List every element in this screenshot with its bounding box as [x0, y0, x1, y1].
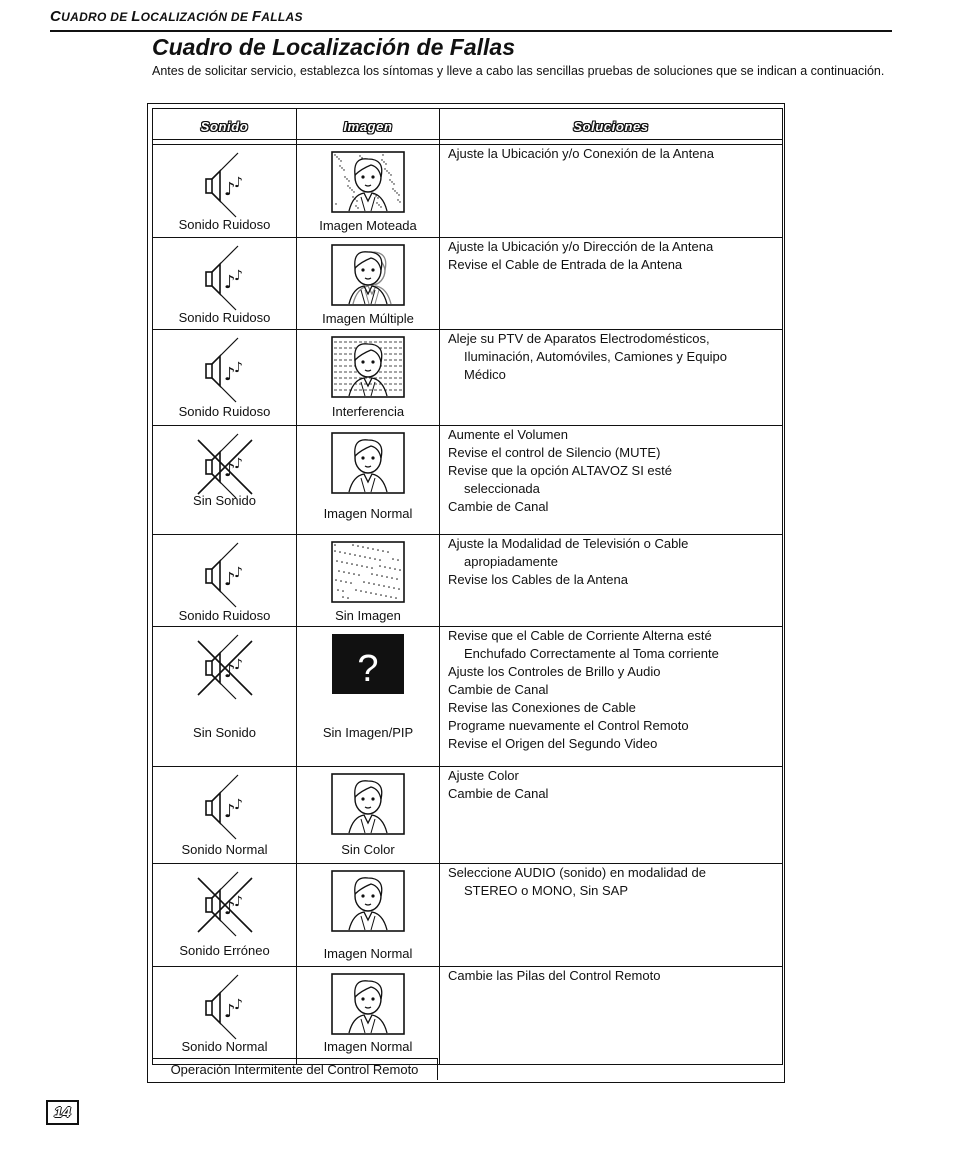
ghost-image-icon — [331, 244, 405, 306]
image-label: Sin Imagen/PIP — [322, 725, 414, 740]
solution-line: Revise el control de Silencio (MUTE) — [448, 445, 661, 460]
svg-text:♪: ♪ — [223, 179, 235, 200]
svg-text:♪: ♪ — [223, 898, 235, 919]
solution-line: Ajuste los Controles de Brillo y Audio — [448, 664, 661, 679]
svg-text:♪: ♪ — [223, 661, 235, 682]
solutions-cell — [440, 627, 783, 767]
image-symbol — [297, 773, 439, 843]
image-symbol — [297, 633, 439, 703]
solution-line: Seleccione AUDIO (sonido) en modalidad de — [448, 865, 706, 880]
table-row — [153, 238, 783, 330]
sound-symbol — [153, 541, 296, 611]
speaker-noise-icon — [190, 244, 260, 314]
sound-cell — [153, 864, 297, 967]
solutions-cell — [440, 426, 783, 535]
image-symbol — [297, 151, 439, 221]
speaker-muted-icon — [190, 870, 260, 940]
speaker-noise-icon — [190, 151, 260, 221]
page-number: 14 — [46, 1100, 79, 1125]
image-cell — [297, 627, 440, 767]
image-cell — [297, 767, 440, 864]
column-header-sound: Sonido — [153, 109, 297, 140]
image-symbol — [297, 541, 439, 611]
table-row — [153, 767, 783, 864]
solution-line: STEREO o MONO, Sin SAP — [464, 883, 628, 898]
solution-line: Ajuste la Ubicación y/o Conexión de la Antena — [448, 146, 714, 161]
svg-text:♪: ♪ — [233, 657, 243, 673]
solution-line: Revise el Cable de Entrada de la Antena — [448, 257, 683, 272]
sound-cell — [153, 426, 297, 535]
svg-text:♪: ♪ — [223, 272, 235, 293]
image-cell — [297, 426, 440, 535]
solution-line: Revise los Cables de la Antena — [448, 572, 628, 587]
sound-cell — [153, 967, 297, 1065]
sound-symbol — [153, 633, 296, 703]
table-row — [153, 426, 783, 535]
sound-label: Sonido Normal — [181, 842, 268, 857]
speaker-noise-icon — [190, 541, 260, 611]
table-header-row — [153, 109, 783, 140]
sound-symbol — [153, 870, 296, 940]
speaker-muted-icon — [190, 432, 260, 502]
image-label: Sin Color — [341, 842, 395, 857]
table-row — [153, 535, 783, 627]
image-symbol — [297, 336, 439, 406]
solution-line: Iluminación, Automóviles, Camiones y Equipo — [464, 349, 728, 364]
sound-label: Sin Sonido — [193, 493, 256, 508]
svg-text:♪: ♪ — [233, 797, 243, 813]
table-row — [153, 864, 783, 967]
running-header: CUADRO DE LOCALIZACIÓN DE FALLAS — [50, 8, 303, 25]
table-row — [153, 145, 783, 238]
solutions-cell — [440, 864, 783, 967]
troubleshooting-table — [152, 108, 783, 1065]
solution-line: Revise las Conexiones de Cable — [448, 700, 636, 715]
snow-image-icon — [331, 541, 405, 603]
footer-note: Operación Intermitente del Control Remoto — [152, 1058, 438, 1080]
table-row — [153, 330, 783, 426]
solutions-cell — [440, 967, 783, 1065]
solution-line: Médico — [464, 367, 506, 382]
solutions-cell — [440, 238, 783, 330]
solutions-cell — [440, 535, 783, 627]
solution-line: Cambie de Canal — [448, 786, 549, 801]
image-cell — [297, 967, 440, 1065]
image-cell — [297, 535, 440, 627]
svg-text:♪: ♪ — [223, 364, 235, 385]
sound-cell — [153, 330, 297, 426]
svg-text:♪: ♪ — [223, 801, 235, 822]
image-symbol — [297, 432, 439, 502]
image-symbol — [297, 973, 439, 1043]
solution-line: Ajuste la Ubicación y/o Dirección de la Antena — [448, 239, 714, 254]
solution-line: Cambie de Canal — [448, 682, 549, 697]
image-label: Imagen Múltiple — [322, 311, 414, 326]
solution-line: Cambie las Pilas del Control Remoto — [448, 968, 661, 983]
solution-line: Aumente el Volumen — [448, 427, 568, 442]
image-symbol — [297, 244, 439, 314]
sound-cell — [153, 767, 297, 864]
header-rule — [50, 30, 892, 32]
svg-text:?: ? — [357, 648, 379, 690]
sound-cell — [153, 627, 297, 767]
solution-line: Programe nuevamente el Control Remoto — [448, 718, 689, 733]
interference-image-icon — [331, 336, 405, 398]
intro-paragraph: Antes de solicitar servicio, establezca los síntomas y lleve a cabo las sencillas pruebas de soluciones que se indican a continuación. — [152, 64, 885, 78]
solution-line: Revise el Origen del Segundo Video — [448, 736, 658, 751]
image-label: Sin Imagen — [335, 608, 401, 623]
normal-image-icon — [331, 773, 405, 835]
solution-line: Revise que la opción ALTAVOZ SI esté — [448, 463, 673, 478]
solution-line: seleccionada — [464, 481, 540, 496]
column-header-solutions: Soluciones — [440, 109, 783, 140]
image-label: Imagen Normal — [323, 1039, 413, 1054]
sound-label: Sonido Ruidoso — [178, 310, 271, 325]
sound-label: Sonido Normal — [181, 1039, 268, 1054]
image-cell — [297, 330, 440, 426]
sound-cell — [153, 535, 297, 627]
svg-text:♪: ♪ — [223, 460, 235, 481]
sound-cell — [153, 145, 297, 238]
table-row — [153, 967, 783, 1065]
solutions-cell — [440, 145, 783, 238]
column-header-image: Imagen — [297, 109, 440, 140]
speaker-muted-icon — [190, 633, 260, 703]
sound-symbol — [153, 244, 296, 314]
sound-label: Sin Sonido — [193, 725, 256, 740]
solution-line: Cambie de Canal — [448, 499, 549, 514]
image-label: Interferencia — [331, 404, 405, 419]
svg-text:♪: ♪ — [233, 268, 243, 284]
svg-text:♪: ♪ — [233, 456, 243, 472]
svg-text:♪: ♪ — [233, 894, 243, 910]
speaker-noise-icon — [190, 773, 260, 843]
sound-symbol — [153, 432, 296, 502]
normal-image-icon — [331, 870, 405, 932]
sound-label: Sonido Ruidoso — [178, 608, 271, 623]
sound-symbol — [153, 773, 296, 843]
solution-line: Enchufado Correctamente al Toma corriente — [464, 646, 719, 661]
question-image-icon — [331, 633, 405, 695]
solution-line: Aleje su PTV de Aparatos Electrodomésticos, — [448, 331, 710, 346]
image-cell — [297, 238, 440, 330]
sound-label: Sonido Ruidoso — [178, 217, 271, 232]
image-symbol — [297, 870, 439, 940]
svg-text:♪: ♪ — [233, 175, 243, 191]
solution-line: Ajuste Color — [448, 768, 519, 783]
sound-label: Sonido Erróneo — [179, 943, 270, 958]
solution-line: apropiadamente — [464, 554, 558, 569]
solution-line: Ajuste la Modalidad de Televisión o Cable — [448, 536, 689, 551]
image-cell — [297, 145, 440, 238]
normal-image-icon — [331, 432, 405, 494]
svg-text:♪: ♪ — [233, 360, 243, 376]
sound-symbol — [153, 151, 296, 221]
sound-symbol — [153, 336, 296, 406]
svg-text:♪: ♪ — [233, 997, 243, 1013]
solutions-cell — [440, 330, 783, 426]
speaker-noise-icon — [190, 973, 260, 1043]
svg-text:♪: ♪ — [223, 569, 235, 590]
page-title: Cuadro de Localización de Fallas — [152, 34, 515, 60]
image-label: Imagen Normal — [323, 506, 413, 521]
speaker-noise-icon — [190, 336, 260, 406]
table-row — [153, 627, 783, 767]
solution-line: Revise que el Cable de Corriente Alterna esté — [448, 628, 712, 643]
image-cell — [297, 864, 440, 967]
speckled-image-icon — [331, 151, 405, 213]
image-label: Imagen Moteada — [319, 218, 417, 233]
sound-symbol — [153, 973, 296, 1043]
image-label: Imagen Normal — [323, 946, 413, 961]
solutions-cell — [440, 767, 783, 864]
svg-text:♪: ♪ — [233, 565, 243, 581]
normal-image-icon — [331, 973, 405, 1035]
sound-label: Sonido Ruidoso — [178, 404, 271, 419]
sound-cell — [153, 238, 297, 330]
svg-text:♪: ♪ — [223, 1001, 235, 1022]
